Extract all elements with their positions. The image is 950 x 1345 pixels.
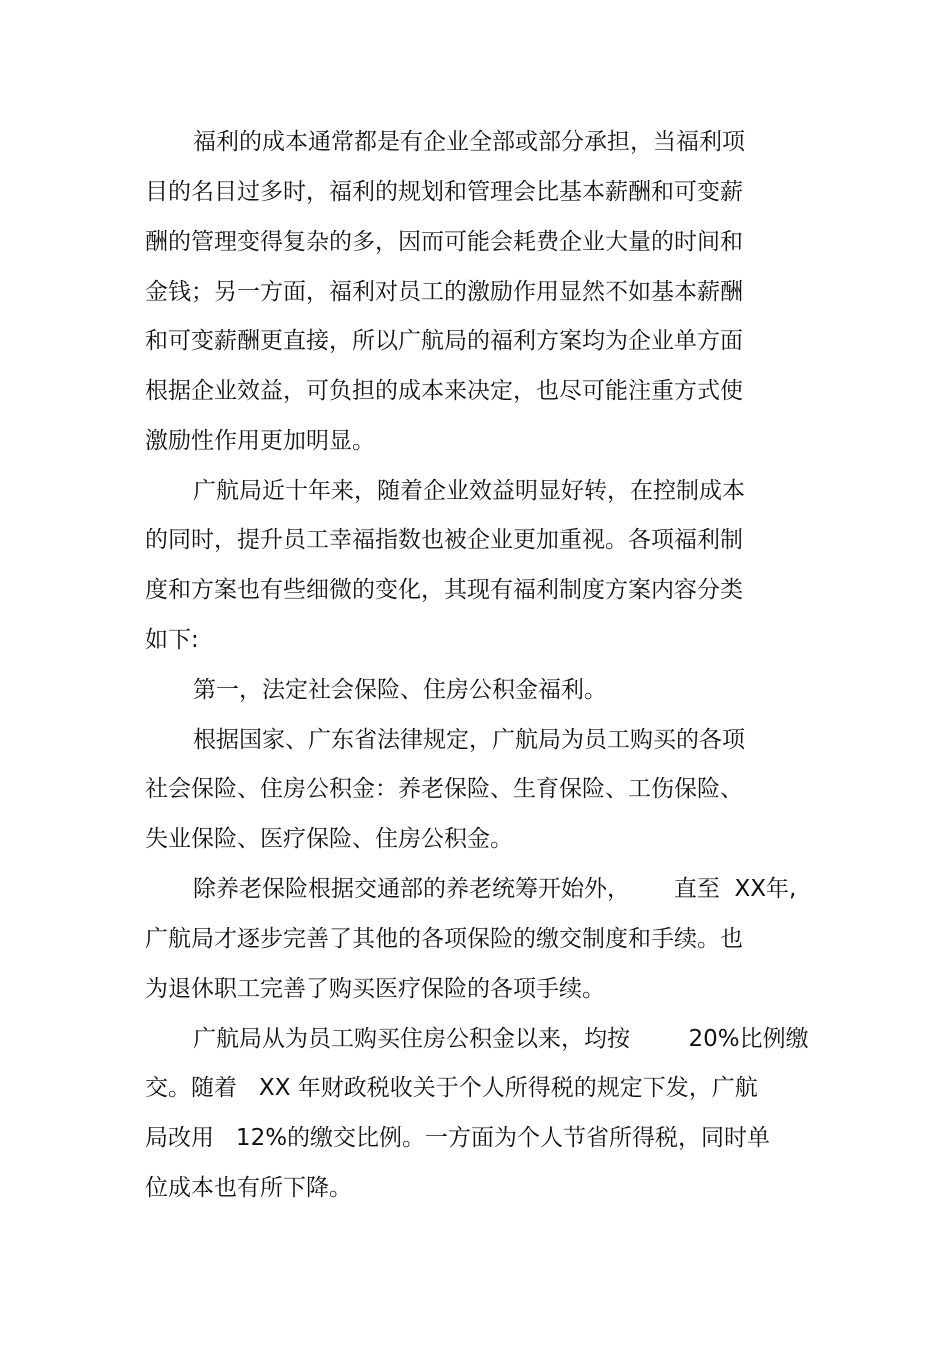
- paragraph-line: 失业保险、医疗保险、住房公积金。: [145, 826, 513, 852]
- paragraph-line: 广航局才逐步完善了其他的各项保险的缴交制度和手续。也: [145, 926, 743, 952]
- paragraph-line: 和可变薪酬更直接，所以广航局的福利方案均为企业单方面: [145, 328, 743, 354]
- paragraph-line: 金钱；另一方面，福利对员工的激励作用显然不如基本薪酬: [145, 279, 743, 305]
- paragraph-line: 激励性作用更加明显。: [145, 428, 375, 454]
- paragraph-line: 根据国家、广东省法律规定，广航局为员工购买的各项: [193, 727, 745, 753]
- paragraph-line: 广航局从为员工购买住房公积金以来，均按 20%比例缴: [193, 1026, 809, 1052]
- paragraph-line: 度和方案也有些细微的变化，其现有福利制度方案内容分类: [145, 577, 743, 603]
- paragraph-line: 社会保险、住房公积金：养老保险、生育保险、工伤保险、: [145, 776, 743, 802]
- paragraph-line: 如下:: [145, 627, 199, 653]
- paragraph-line: 除养老保险根据交通部的养老统筹开始外， 直至 XX年,: [193, 876, 797, 902]
- paragraph-line: 目的名目过多时，福利的规划和管理会比基本薪酬和可变薪: [145, 179, 743, 205]
- paragraph-line: 根据企业效益，可负担的成本来决定，也尽可能注重方式使: [145, 378, 743, 404]
- paragraph-line: 为退休职工完善了购买医疗保险的各项手续。: [145, 976, 605, 1002]
- paragraph-line: 福利的成本通常都是有企业全部或部分承担，当福利项: [193, 129, 745, 155]
- paragraph-line: 的同时，提升员工幸福指数也被企业更加重视。各项福利制: [145, 527, 743, 553]
- paragraph-line: 酬的管理变得复杂的多，因而可能会耗费企业大量的时间和: [145, 229, 743, 255]
- paragraph-line: 广航局近十年来，随着企业效益明显好转，在控制成本: [193, 478, 745, 504]
- paragraph-line: 位成本也有所下降。: [145, 1175, 352, 1201]
- paragraph-line: 交。随着 XX 年财政税收关于个人所得税的规定下发，广航: [145, 1075, 758, 1101]
- section-heading: 第一，法定社会保险、住房公积金福利。: [193, 677, 607, 703]
- paragraph-line: 局改用 12%的缴交比例。一方面为个人节省所得税，同时单: [145, 1125, 771, 1151]
